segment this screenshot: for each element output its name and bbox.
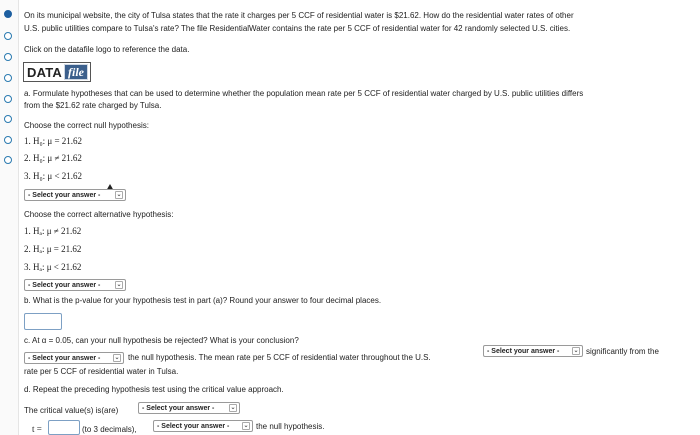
- critical-decision-select[interactable]: [153, 420, 253, 432]
- nav-dot[interactable]: [4, 74, 12, 82]
- conclusion-select[interactable]: [24, 352, 124, 364]
- datafile-logo[interactable]: [23, 62, 91, 82]
- part-b-prompt: b. What is the p-value for your hypothesis test in part (a)? Round your answer to four decimal places.: [24, 296, 382, 305]
- part-c-text1: the null hypothesis. The mean rate per 5 CCF of residential water throughout the U.S.: [128, 353, 431, 362]
- t-label: t =: [32, 424, 42, 434]
- part-c-text3: rate per 5 CCF of residential water in Tulsa.: [24, 367, 179, 376]
- datafile-data-label: DATA: [27, 64, 62, 80]
- differ-select[interactable]: [483, 345, 583, 357]
- alt-hypothesis-label: Choose the correct alternative hypothesis:: [24, 210, 174, 219]
- part-a-prompt-line1: a. Formulate hypotheses that can be used to determine whether the population mean rate per 5 CCF of residential water charged by U.S. public utilities differs: [24, 89, 584, 98]
- chevron-down-icon: ⌄: [116, 192, 122, 198]
- datafile-note: Click on the datafile logo to reference the data.: [24, 45, 190, 54]
- nav-dot[interactable]: [4, 32, 12, 40]
- critical-decision-select-value: - Select your answer -: [157, 422, 230, 430]
- chevron-down-icon: ⌄: [116, 282, 122, 288]
- nav-dot[interactable]: [4, 95, 12, 103]
- critical-value-select[interactable]: [138, 402, 240, 414]
- null-hypothesis-select[interactable]: [24, 189, 126, 201]
- alt-option-2: 2. Hₐ: μ = 21.62: [24, 244, 82, 254]
- null-option-2: 2. H₀: μ ≠ 21.62: [24, 153, 82, 163]
- null-hypothesis-select-value: - Select your answer -: [28, 191, 101, 199]
- critical-t-input[interactable]: [48, 420, 80, 435]
- chevron-down-icon: ⌄: [243, 423, 249, 429]
- differ-select-value: - Select your answer -: [487, 347, 560, 355]
- intro-text-line2: U.S. public utilities compare to Tulsa's rate? The file ResidentialWater contains the rate per 5 CCF of residential water for 42 randomly selected U.S. cities.: [24, 24, 571, 33]
- question-nav-rail: [0, 0, 19, 435]
- critical-value-select-value: - Select your answer -: [142, 404, 215, 412]
- p-value-input[interactable]: [24, 313, 62, 330]
- intro-text-line1: On its municipal website, the city of Tulsa states that the rate it charges per 5 CCF of residential water is $21.62. How do the residential water rates of other: [24, 11, 574, 20]
- decimals-note: (to 3 decimals),: [82, 425, 137, 434]
- nav-dot-current[interactable]: [4, 10, 12, 18]
- alt-hypothesis-select[interactable]: [24, 279, 126, 291]
- null-option-1: 1. H₀: μ = 21.62: [24, 136, 83, 146]
- conclusion-select-value: - Select your answer -: [28, 354, 101, 362]
- nav-dot[interactable]: [4, 53, 12, 61]
- part-c-text2: significantly from the: [586, 347, 659, 356]
- datafile-file-label: file: [64, 64, 88, 80]
- part-d-tail-text: the null hypothesis.: [256, 422, 325, 431]
- nav-dot[interactable]: [4, 136, 12, 144]
- question-content: [18, 0, 700, 435]
- critical-value-label: The critical value(s) is(are): [24, 406, 119, 415]
- alt-hypothesis-select-value: - Select your answer -: [28, 281, 101, 289]
- chevron-down-icon: ⌄: [230, 405, 236, 411]
- alt-option-1: 1. Hₐ: μ ≠ 21.62: [24, 226, 82, 236]
- null-hypothesis-label: Choose the correct null hypothesis:: [24, 121, 149, 130]
- chevron-down-icon: ⌄: [114, 355, 120, 361]
- part-a-prompt-line2: from the $21.62 rate charged by Tulsa.: [24, 101, 162, 110]
- part-d-prompt: d. Repeat the preceding hypothesis test using the critical value approach.: [24, 385, 284, 394]
- nav-dot[interactable]: [4, 156, 12, 164]
- nav-dot[interactable]: [4, 115, 12, 123]
- null-option-3: 3. H₀: μ < 21.62: [24, 171, 83, 181]
- alt-option-3: 3. Hₐ: μ < 21.62: [24, 262, 82, 272]
- part-c-prompt: c. At α = 0.05, can your null hypothesis be rejected? What is your conclusion?: [24, 336, 299, 345]
- chevron-down-icon: ⌄: [573, 348, 579, 354]
